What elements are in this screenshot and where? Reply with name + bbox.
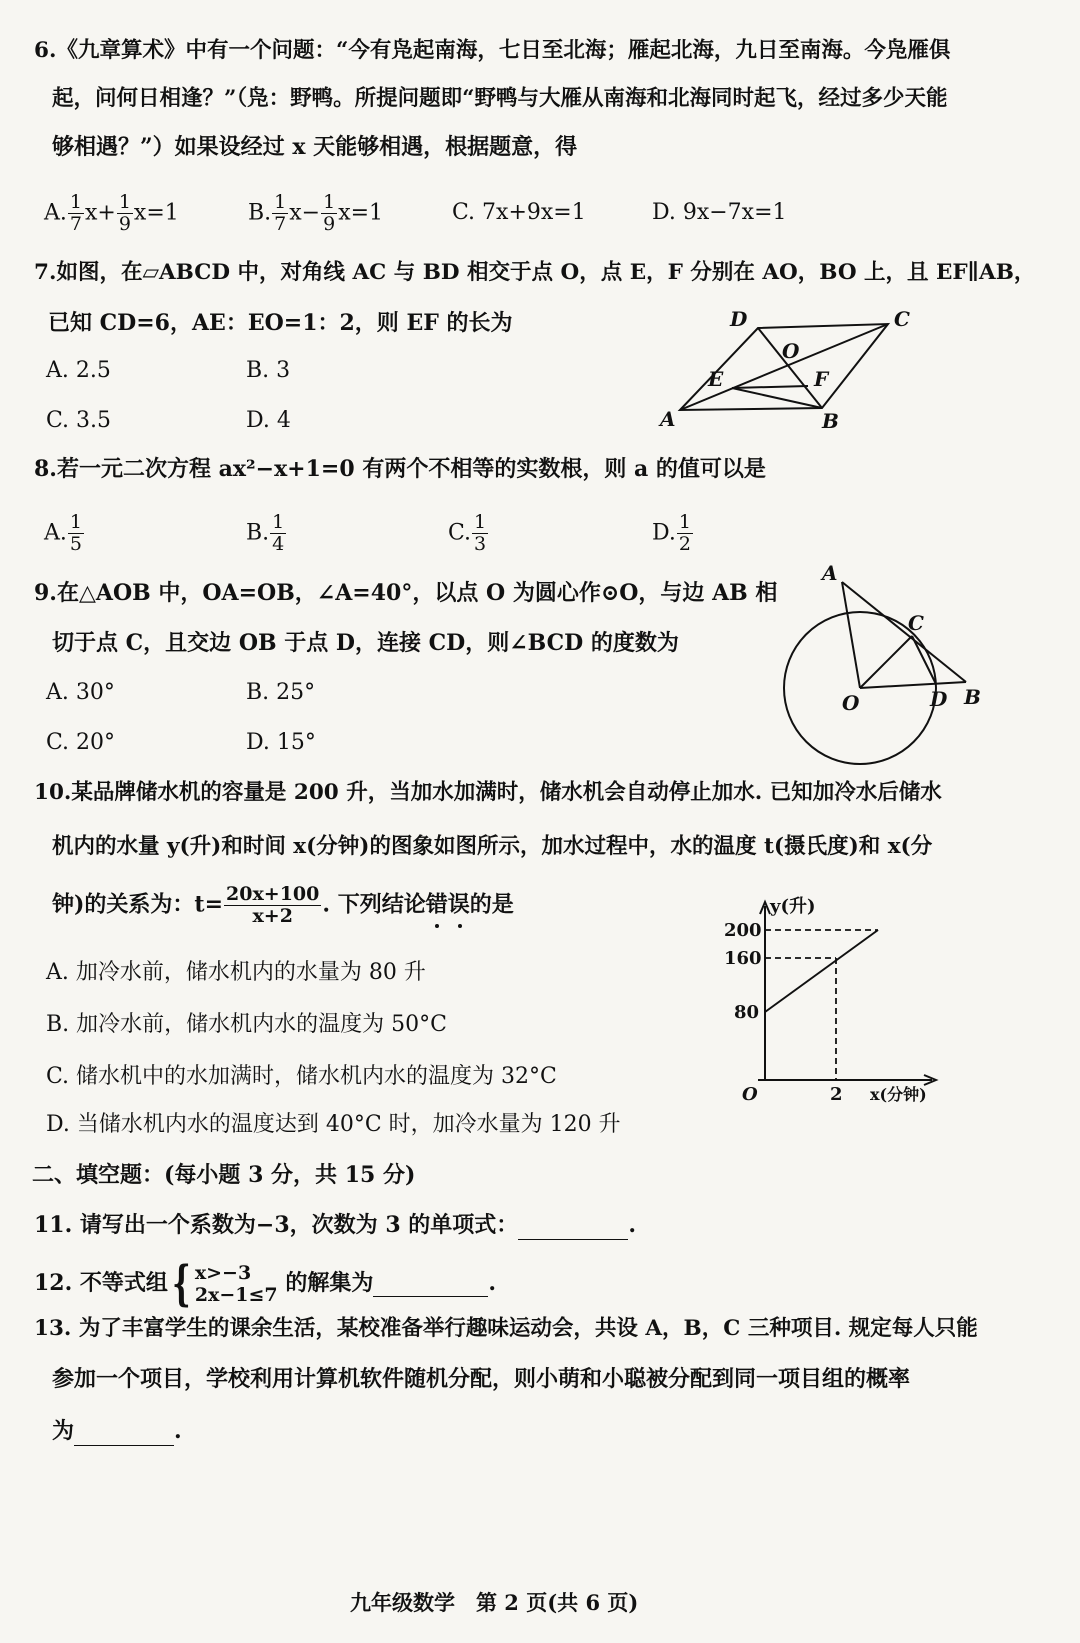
- segment-ef: [732, 386, 808, 388]
- q13-line1: 13. 为了丰富学生的课余生活，某校准备举行趣味运动会，共设 A，B，C 三种项目. 规定每人只能: [34, 1316, 978, 1341]
- label-o: O: [782, 339, 800, 363]
- fraction: $\frac{1}{4}$: [272, 511, 285, 555]
- segment-oa: [842, 582, 860, 688]
- parallelogram-figure: [650, 300, 930, 440]
- q6-line2: 起，问何日相逢？”（凫：野鸭。所提问题即“野鸭与大雁从南海和北海同时起飞，经过多少天能: [52, 86, 948, 111]
- tick-80: 80: [734, 1002, 760, 1023]
- q7-option-d: D. 4: [246, 408, 291, 433]
- q13-answer-blank: [74, 1421, 174, 1446]
- page-footer: 九年级数学 第 2 页(共 6 页): [350, 1590, 639, 1615]
- q7-line2: 已知 CD=6，AE：EO=1：2，则 EF 的长为: [48, 310, 513, 336]
- q10-option-c: C. 储水机中的水加满时，储水机内水的温度为 32°C: [46, 1064, 557, 1089]
- label-b: B: [822, 409, 839, 433]
- q6-line3: 够相遇？”）如果设经过 x 天能够相遇，根据题意，得: [52, 134, 578, 160]
- inequality-system: x>−3 2x−1≤7: [194, 1262, 278, 1306]
- q9-option-d: D. 15°: [246, 730, 316, 755]
- segment-oc: [860, 636, 912, 688]
- fraction: $\frac{1}{3}$: [474, 511, 487, 555]
- q7-line1: 7.如图，在▱ABCD 中，对角线 AC 与 BD 相交于点 O，点 E，F 分别在 AO，BO 上，且 EF∥AB，: [34, 260, 1036, 285]
- segment-ob: [860, 682, 966, 688]
- tick-200: 200: [724, 920, 762, 941]
- label-b: B: [964, 685, 981, 709]
- fraction: $\frac{1}{7}$: [69, 191, 82, 235]
- brace: {: [172, 1256, 191, 1312]
- label-o: O: [842, 691, 860, 715]
- q9-line1: 9.在△AOB 中，OA=OB，∠A=40°，以点 O 为圆心作⊙O，与边 AB 相: [34, 580, 778, 606]
- segment-cd: [912, 636, 936, 684]
- fraction: $\frac{1}{9}$: [118, 191, 131, 235]
- q9-line2: 切于点 C，且交边 OB 于点 D，连接 CD，则∠BCD 的度数为: [52, 630, 679, 656]
- label-c: C: [894, 307, 910, 331]
- label-a: A: [822, 561, 838, 585]
- tick-160: 160: [724, 948, 762, 969]
- q7-option-a: A. 2.5: [46, 358, 111, 383]
- q6-option-c: C. 7x+9x=1: [452, 200, 586, 225]
- circle-tangent-figure: [780, 560, 1000, 770]
- q6-option-a-label: A.: [44, 200, 67, 226]
- q10-line1: 10.某品牌储水机的容量是 200 升，当加水加满时，储水机会自动停止加水. 已知加冷水后储水: [34, 780, 942, 805]
- q11-answer-blank: [518, 1215, 628, 1240]
- tick-x2: 2: [830, 1084, 843, 1105]
- label-d: D: [730, 307, 748, 331]
- label-d: D: [930, 687, 948, 711]
- q6-option-a: A. $\frac{1}{7}$ x+ $\frac{1}{9}$ x=1: [44, 191, 179, 235]
- label-c: C: [908, 611, 924, 635]
- label-e: E: [708, 367, 724, 391]
- q8-line1: 8.若一元二次方程 ax²−x+1=0 有两个不相等的实数根，则 a 的值可以是: [34, 456, 766, 482]
- q8-option-b: B. $\frac{1}{4}$: [246, 511, 285, 555]
- q6-option-b: B. $\frac{1}{7}$ x− $\frac{1}{9}$ x=1: [248, 191, 384, 235]
- q8-option-c: C. $\frac{1}{3}$: [448, 511, 487, 555]
- section2-title: 二、填空题：(每小题 3 分，共 15 分): [32, 1162, 416, 1188]
- q10-option-d: D. 当储水机内水的温度达到 40°C 时，加冷水量为 120 升: [46, 1112, 621, 1137]
- emphasis-dot: [458, 924, 462, 928]
- label-f: F: [814, 367, 829, 391]
- origin-label: O: [742, 1084, 758, 1105]
- q8-option-a: A. $\frac{1}{5}$: [44, 511, 82, 555]
- q6-option-d: D. 9x−7x=1: [652, 200, 787, 225]
- fraction: $\frac{1}{7}$: [274, 191, 287, 235]
- fraction: $\frac{1}{5}$: [69, 511, 82, 555]
- q6-option-b-label: B.: [248, 200, 272, 226]
- temperature-formula: $\frac{20x+100}{x+2}$: [226, 883, 320, 927]
- q10-line2: 机内的水量 y(升)和时间 x(分钟)的图象如图所示，加水过程中，水的温度 t(摄氏度)和 x(分: [52, 834, 933, 859]
- q11-line: 11. 请写出一个系数为−3，次数为 3 的单项式： .: [34, 1212, 636, 1238]
- q9-option-c: C. 20°: [46, 730, 116, 755]
- q9-option-b: B. 25°: [246, 680, 316, 705]
- q7-option-c: C. 3.5: [46, 408, 112, 433]
- q8-option-d: D. $\frac{1}{2}$: [652, 511, 691, 555]
- segment-ab: [842, 582, 966, 682]
- y-axis-label: y(升): [770, 896, 816, 917]
- q12-line: 12. 不等式组{ x>−3 2x−1≤7 的解集为 .: [34, 1256, 496, 1312]
- data-line: [765, 930, 878, 1012]
- emphasis-dot: [435, 924, 439, 928]
- q10-line3: 钟)的关系为：t= $\frac{20x+100}{x+2}$ . 下列结论错误的是: [52, 883, 514, 927]
- q12-answer-blank: [373, 1272, 488, 1297]
- q10-option-a: A. 加冷水前，储水机内的水量为 80 升: [46, 960, 426, 985]
- x-axis-label: x(分钟): [870, 1085, 927, 1104]
- q13-line3: 为 .: [52, 1418, 182, 1444]
- fraction: $\frac{1}{2}$: [678, 511, 691, 555]
- q13-line2: 参加一个项目，学校利用计算机软件随机分配，则小萌和小聪被分配到同一项目组的概率: [52, 1366, 911, 1392]
- q9-option-a: A. 30°: [46, 680, 115, 705]
- fraction: $\frac{1}{9}$: [323, 191, 336, 235]
- water-volume-graph: [720, 890, 960, 1110]
- q7-option-b: B. 3: [246, 358, 291, 383]
- q6-line1: 6.《九章算术》中有一个问题：“今有凫起南海，七日至北海；雁起北海，九日至南海。今凫雁俱: [34, 38, 951, 63]
- label-a: A: [660, 407, 676, 431]
- q10-option-b: B. 加冷水前，储水机内水的温度为 50°C: [46, 1012, 447, 1037]
